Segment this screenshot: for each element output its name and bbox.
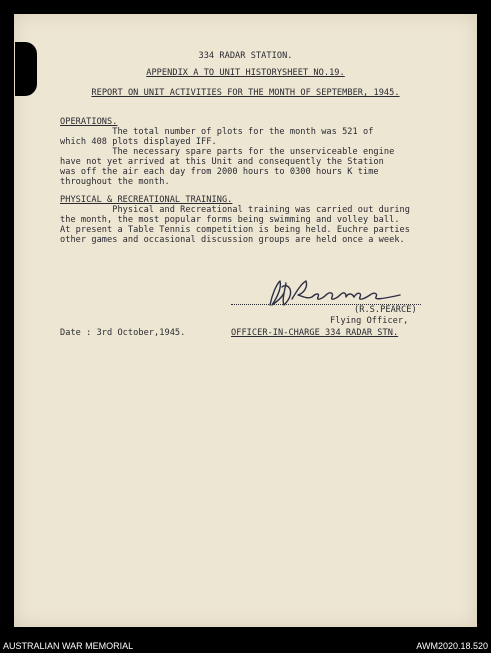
operations-line: have not yet arrived at this Unit and consequently the Station [60,157,384,167]
archive-footer [0,640,491,653]
binder-clip-slot [15,62,25,68]
physical-line: the month, the most popular forms being swimming and volley ball. [60,215,400,225]
operations-line: The total number of plots for the month was 521 of [60,127,374,137]
station-title: 334 RADAR STATION. [198,51,293,61]
operations-line: which 408 plots displayed IFF. [60,137,217,147]
operations-heading: OPERATIONS. [60,117,118,127]
physical-heading: PHYSICAL & RECREATIONAL TRAINING. [60,195,233,205]
signatory-rank: Flying Officer, [330,316,409,326]
physical-line: other games and occasional discussion groups are held once a week. [60,235,405,245]
footer-institution: AUSTRALIAN WAR MEMORIAL [3,641,134,651]
report-title: REPORT ON UNIT ACTIVITIES FOR THE MONTH OF SEPTEMBER, 1945. [91,88,400,98]
appendix-title: APPENDIX A TO UNIT HISTORYSHEET NO.19. [146,68,345,78]
document-date: Date : 3rd October,1945. [60,328,186,338]
signatory-title: OFFICER-IN-CHARGE 334 RADAR STN. [231,328,399,338]
physical-line: At present a Table Tennis competition is being held. Euchre parties [60,225,410,235]
physical-line: Physical and Recreational training was carried out during [60,205,410,215]
operations-line: throughout the month. [60,177,170,187]
signatory-name: (R.S.PEARCE) [354,305,417,315]
operations-line: was off the air each day from 2000 hours to 0300 hours K time [60,167,379,177]
operations-line: The necessary spare parts for the unserviceable engine [60,147,395,157]
footer-accession-number: AWM2020.18.520 [416,641,488,651]
